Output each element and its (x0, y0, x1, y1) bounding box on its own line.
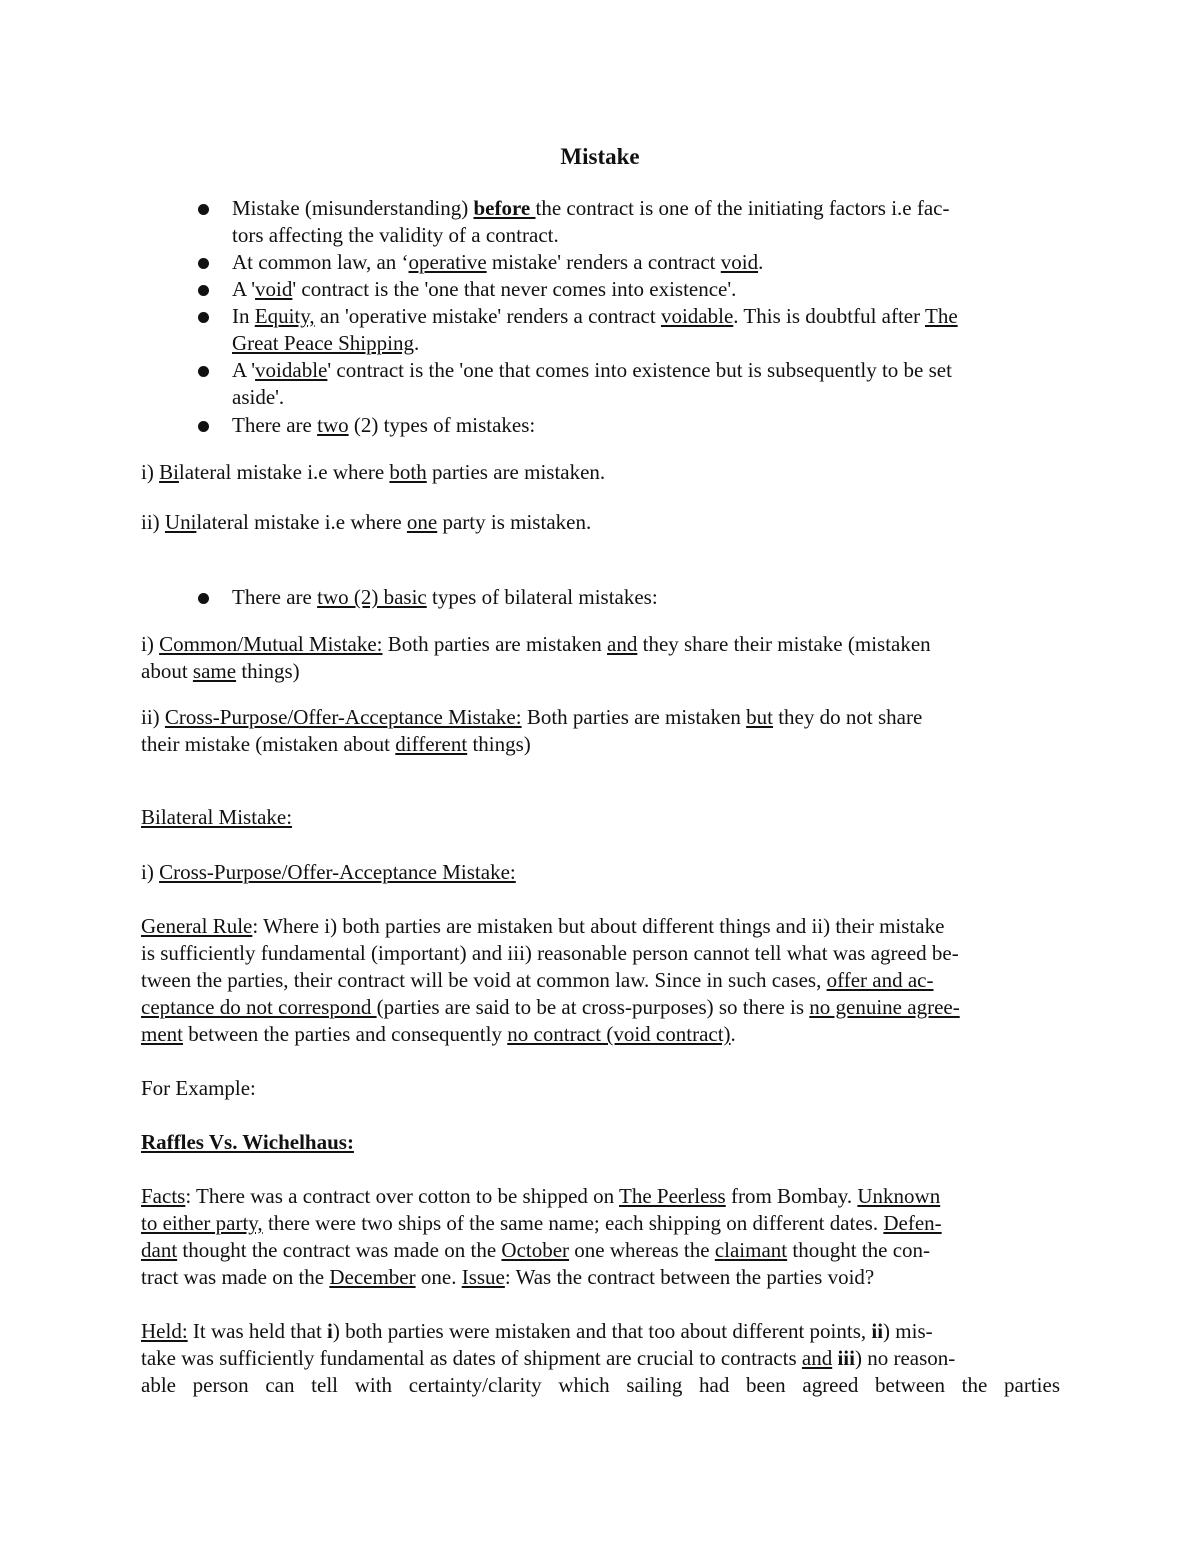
common-mutual-mistake: i) Common/Mutual Mistake: Both parties are mistaken and they share their mistake (mistaken (141, 632, 931, 656)
facts-line: Facts: There was a contract over cotton to be shipped on The Peerless from Bombay. Unknown (141, 1184, 941, 1208)
bullet-item: There are two (2) basic types of bilateral mistakes: (232, 585, 658, 609)
bullet-item-continuation: tors affecting the validity of a contract. (232, 223, 559, 247)
bullet-dot (198, 366, 209, 377)
bullet-dot (198, 204, 209, 215)
bullet-item: There are two (2) types of mistakes: (232, 413, 536, 437)
case-title: Raffles Vs. Wichelhaus: (141, 1130, 354, 1154)
bullet-item-continuation: Great Peace Shipping. (232, 331, 420, 355)
example-label: For Example: (141, 1076, 256, 1100)
facts-line: tract was made on the December one. Issue: Was the contract between the parties void? (141, 1265, 875, 1289)
bullet-dot (198, 312, 209, 323)
bullet-item: Mistake (misunderstanding) before the contract is one of the initiating factors i.e fac- (232, 196, 950, 220)
bullet-item-continuation: aside'. (232, 385, 285, 409)
mistake-type-bilateral: i) Bilateral mistake i.e where both parties are mistaken. (141, 460, 606, 484)
bullet-dot (198, 593, 209, 604)
bullet-dot (198, 285, 209, 296)
section-heading: Bilateral Mistake: (141, 805, 293, 829)
general-rule-line: tween the parties, their contract will be void at common law. Since in such cases, offer and ac- (141, 968, 934, 992)
general-rule-line: General Rule: Where i) both parties are mistaken but about different things and ii) their mistake (141, 914, 945, 938)
general-rule-line: ment between the parties and consequently no contract (void contract). (141, 1022, 736, 1046)
facts-line: dant thought the contract was made on the October one whereas the claimant thought the con- (141, 1238, 931, 1262)
cross-purpose-mistake-continuation: their mistake (mistaken about different things) (141, 732, 531, 756)
bullet-item: A 'voidable' contract is the 'one that comes into existence but is subsequently to be set (232, 358, 952, 382)
bullet-item: A 'void' contract is the 'one that never comes into existence'. (232, 277, 737, 301)
subsection-heading: i) Cross-Purpose/Offer-Acceptance Mistake: (141, 860, 516, 884)
bullet-dot (198, 258, 209, 269)
mistake-type-unilateral: ii) Unilateral mistake i.e where one party is mistaken. (141, 510, 592, 534)
general-rule-line: is sufficiently fundamental (important) and iii) reasonable person cannot tell what was agreed be- (141, 941, 959, 965)
bullet-dot (198, 421, 209, 432)
general-rule-line: ceptance do not correspond (parties are said to be at cross-purposes) so there is no genuine agree- (141, 995, 960, 1019)
held-line: take was sufficiently fundamental as dates of shipment are crucial to contracts and iii) no reason- (141, 1346, 956, 1370)
common-mutual-mistake-continuation: about same things) (141, 659, 300, 683)
held-line: able person can tell with certainty/clarity which sailing had been agreed between the parties (141, 1373, 1060, 1397)
page-title: Mistake (560, 144, 640, 169)
facts-line: to either party, there were two ships of the same name; each shipping on different dates. Defen- (141, 1211, 942, 1235)
cross-purpose-mistake: ii) Cross-Purpose/Offer-Acceptance Mistake: Both parties are mistaken but they do not share (141, 705, 923, 729)
bullet-item: At common law, an ‘operative mistake' renders a contract void. (232, 250, 764, 274)
held-line: Held: It was held that i) both parties were mistaken and that too about different points, ii) mis- (141, 1319, 933, 1343)
bullet-item: In Equity, an 'operative mistake' renders a contract voidable. This is doubtful after The (232, 304, 958, 328)
